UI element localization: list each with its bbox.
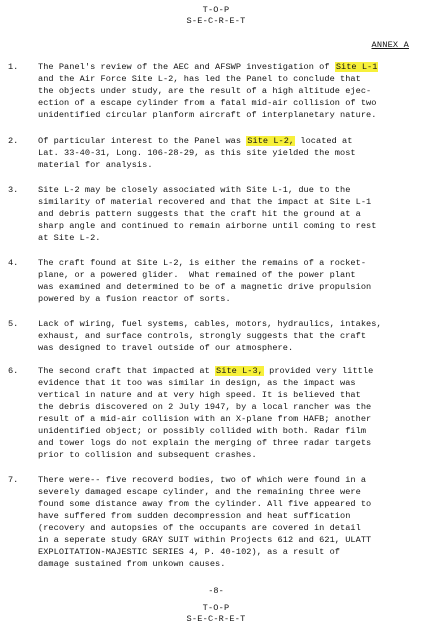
item-text-line: Site L-2 may be closely associated with Site L-1, due to the — [38, 185, 351, 195]
item-text-line: was designed to travel outside of our atmosphere. — [38, 343, 294, 353]
classification-top-line2: S-E-C-R-E-T — [186, 16, 246, 26]
item-text-line: The craft found at Site L-2, is either the remains of a rocket- — [38, 258, 367, 268]
highlight-site-l2: Site L-2, — [247, 136, 295, 146]
item-text-line: at Site L-2. — [38, 233, 101, 243]
item-text-line: damage sustained from unkown causes. — [38, 559, 226, 569]
item-text-line: the objects under study, are the result of a high altitude ejec- — [38, 86, 372, 96]
item-text-line: Lat. 33-40-31, Long. 106-28-29, as this site yielded the most — [38, 148, 356, 158]
text-segment: located at — [295, 136, 353, 146]
item-number: 2. — [8, 136, 19, 146]
item-text-line — [38, 61, 430, 73]
text-segment: provided very little — [263, 366, 374, 376]
item-text-line — [38, 135, 430, 147]
item-text-line: have suffered from sudden decompression and heat suffication — [38, 511, 351, 521]
text-segment: The second craft that impacted at — [38, 366, 216, 376]
highlight-site-l1: Site L-1 — [335, 62, 378, 72]
item-text-line: unidentified object; or possibly collided with both. Radar film — [38, 426, 367, 436]
item-text-line: was examined and determined to be of a magnetic drive propulsion — [38, 282, 372, 292]
item-text-line: and the Air Force Site L-2, has led the Panel to conclude that — [38, 74, 361, 84]
item-text-line: (recovery and autopsies of the occupants are covered in detail — [38, 523, 361, 533]
top-classification-marking — [0, 5, 432, 27]
annex-label: ANNEX A — [371, 40, 409, 50]
item-text-line: material for analysis. — [38, 160, 153, 170]
item-text-line: the debris discovered on 2 July 1947, by a local rancher was the — [38, 402, 372, 412]
item-text-line: similarity of material recovered and that the impact at Site L-1 — [38, 197, 372, 207]
highlight-site-l3: Site L-3, — [216, 366, 263, 376]
item-text-line: prior to collision and subsequent crashes. — [38, 450, 257, 460]
item-text-line: result of a mid-air collision with an X-plane from HAFB; another — [38, 414, 372, 424]
item-text-line — [38, 365, 430, 377]
bottom-classification-marking — [0, 603, 432, 625]
item-number: 4. — [8, 258, 19, 268]
item-text-line: unidentified circular planform aircraft of interplanetary nature. — [38, 110, 377, 120]
item-text-line: severely damaged escape cylinder, and the remaining three were — [38, 487, 361, 497]
item-number: 6. — [8, 366, 19, 376]
classification-bottom-line2: S-E-C-R-E-T — [186, 614, 246, 624]
item-number: 7. — [8, 475, 19, 485]
item-text-line: and debris pattern suggests that the craft hit the ground at a — [38, 209, 361, 219]
text-segment: The Panel's review of the AEC and AFSWP investigation of — [38, 62, 335, 72]
item-text-line: and tower logs do not explain the merging of three radar targets — [38, 438, 372, 448]
classification-top-line1: T-O-P — [202, 5, 230, 15]
item-text-line: EXPLOITATION-MAJESTIC SERIES 4, P. 40-102), as a result of — [38, 547, 341, 557]
item-text-line: ection of a escape cylinder from a fatal mid-air collision of two — [38, 98, 377, 108]
item-text-line: evidence that it too was similar in design, as the impact was — [38, 378, 356, 388]
item-number: 3. — [8, 185, 19, 195]
item-text-line: exhaust, and surface controls, strongly suggests that the craft — [38, 331, 367, 341]
item-text-line: Lack of wiring, fuel systems, cables, motors, hydraulics, intakes, — [38, 319, 382, 329]
page-number: -8- — [208, 586, 224, 596]
item-text-line: plane, or a powered glider. What remained of the power plant — [38, 270, 356, 280]
item-text-line: There were-- five recoverd bodies, two of which were found in a — [38, 475, 367, 485]
item-number: 5. — [8, 319, 19, 329]
classification-bottom-line1: T-O-P — [202, 603, 230, 613]
item-text-line: found some distance away from the cylinder. All five appeared to — [38, 499, 372, 509]
text-segment: Of particular interest to the Panel was — [38, 136, 247, 146]
item-text-line: sharp angle and continued to remain airborne until coming to rest — [38, 221, 377, 231]
item-number: 1. — [8, 62, 19, 72]
item-text-line: in a seperate study GRAY SUIT within Projects 612 and 621, ULATT — [38, 535, 372, 545]
item-text-line: powered by a fusion reactor of sorts. — [38, 294, 231, 304]
item-text-line: vertical in nature and at very high speed. It is believed that — [38, 390, 361, 400]
